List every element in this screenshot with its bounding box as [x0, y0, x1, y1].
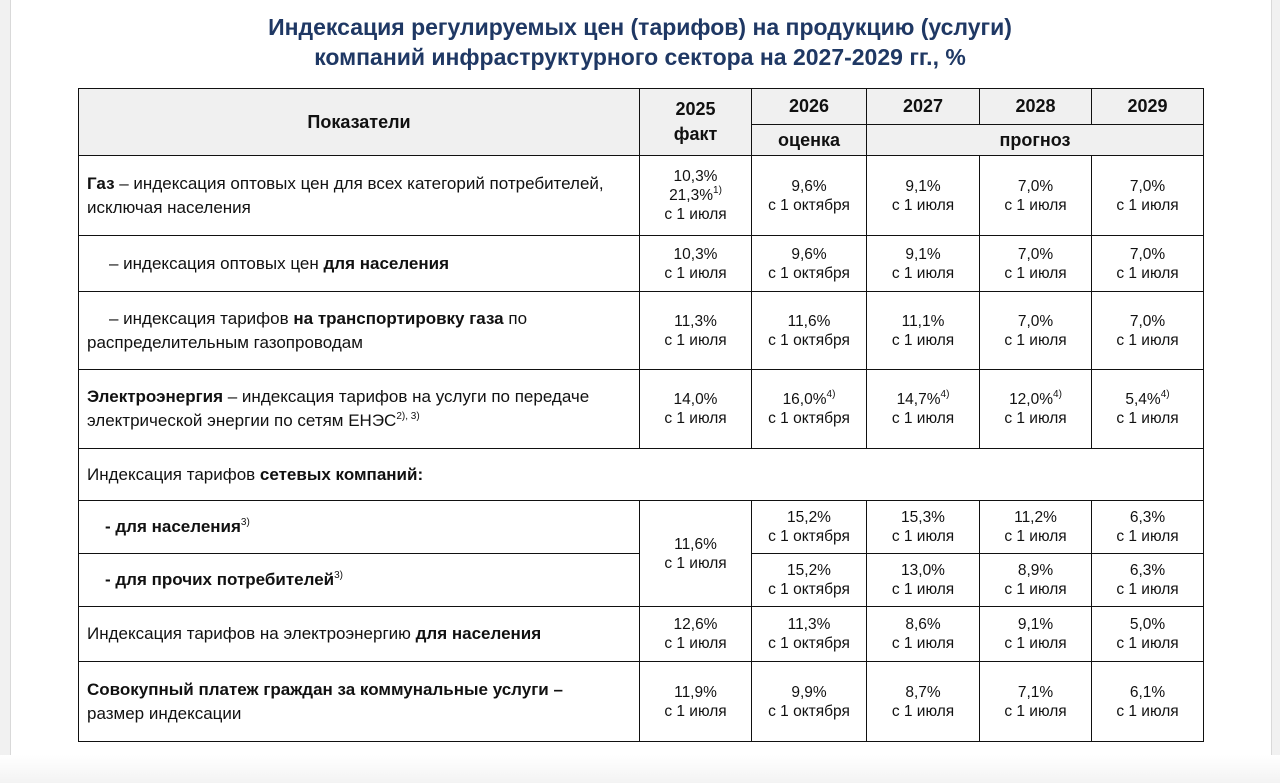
cell-date: с 1 июля	[1116, 264, 1179, 282]
cell-2025	[640, 292, 752, 370]
cell-date: с 1 июля	[1004, 635, 1067, 652]
cell-value: 7,0%	[1129, 312, 1166, 330]
header-2025	[640, 89, 752, 156]
cell-value: 15,2%	[787, 509, 831, 526]
header-2029: 2029	[1092, 89, 1204, 125]
cell-date: с 1 июля	[891, 196, 955, 214]
cell-2026	[752, 156, 867, 236]
cell-date: с 1 июля	[1004, 702, 1067, 720]
cell-value: 9,1%	[905, 177, 941, 195]
header-2025-year: 2025	[675, 99, 716, 119]
cell-2029	[1092, 156, 1204, 236]
cell-date: с 1 октября	[768, 635, 850, 652]
table-row-electricity-population	[79, 607, 1204, 662]
row-label-bold: на транспортировку газа	[293, 308, 504, 328]
cell-value: 7,0%	[1017, 312, 1054, 330]
cell-value: 9,1%	[905, 245, 941, 263]
cell-date: с 1 июля	[664, 264, 727, 282]
footnote-ref: 3)	[240, 517, 250, 528]
cell-value: 11,2%	[1014, 509, 1057, 526]
table-row-gas-population	[79, 236, 1204, 292]
row-label	[79, 501, 640, 554]
cell-date: с 1 июля	[1116, 331, 1179, 349]
cell-2026	[752, 501, 867, 554]
cell-2027	[867, 501, 980, 554]
cell-value: 9,6%	[791, 245, 827, 263]
cell-value: 14,0%	[673, 391, 718, 408]
cell-value: 6,3%	[1129, 509, 1166, 526]
cell-2025	[640, 662, 752, 742]
cell-value: 6,3%	[1129, 562, 1166, 579]
cell-2027	[867, 662, 980, 742]
cell-date: с 1 июля	[891, 635, 955, 652]
row-label-bold: для населения	[415, 624, 542, 643]
cell-date: с 1 июля	[891, 581, 955, 598]
cell-value	[867, 390, 979, 409]
footnote-ref: 4)	[826, 389, 836, 400]
cell-value: 8,9%	[1017, 562, 1054, 579]
header-indicators: Показатели	[79, 89, 640, 156]
cell-2025	[640, 236, 752, 292]
cell-2026	[752, 292, 867, 370]
cell-2026	[752, 662, 867, 742]
cell-value: 11,3%	[787, 616, 831, 633]
cell-date: с 1 июля	[664, 554, 727, 572]
row-label-text: – индексация оптовых цен для всех категорий потребителей, исключая населения	[87, 173, 604, 217]
cell-2026	[752, 554, 867, 607]
cell-value: 9,6%	[791, 177, 827, 195]
row-label	[79, 370, 640, 449]
cell-date: с 1 июля	[664, 702, 727, 720]
cell-date: с 1 июля	[1004, 581, 1067, 598]
cell-2027	[867, 236, 980, 292]
viewer-bottom-edge	[0, 755, 1280, 783]
cell-date: с 1 июля	[891, 410, 955, 427]
cell-2027	[867, 554, 980, 607]
cell-2025	[640, 156, 752, 236]
header-2027: 2027	[867, 89, 980, 125]
cell-date: с 1 октября	[768, 528, 850, 545]
table-row-network-companies	[79, 449, 1204, 501]
cell-value: 13,0%	[901, 562, 945, 579]
cell-value: 15,3%	[901, 509, 945, 526]
cell-value: 11,1%	[901, 312, 945, 330]
header-row-years	[79, 89, 1204, 125]
row-label-bold: для населения	[323, 253, 450, 273]
row-label-text: по	[503, 308, 528, 328]
cell-2027	[867, 607, 980, 662]
footnote-ref: 2), 3)	[396, 411, 420, 422]
cell-date: с 1 июля	[1004, 196, 1067, 214]
row-label	[79, 292, 640, 370]
cell-value-text: 16,0%	[782, 391, 827, 408]
header-estimate: оценка	[752, 125, 867, 156]
tariff-indexation-table	[78, 88, 1204, 742]
footnote-ref: 4)	[1053, 389, 1062, 400]
table-row-gas	[79, 156, 1204, 236]
cell-date: с 1 июля	[664, 206, 727, 223]
cell-2025	[640, 370, 752, 449]
cell-value: 7,0%	[1017, 177, 1054, 195]
cell-value: 11,6%	[674, 535, 717, 553]
cell-date: с 1 июля	[1116, 528, 1179, 545]
cell-value: 11,6%	[787, 312, 831, 330]
cell-date: с 1 июля	[1004, 331, 1067, 349]
row-label-line-2: распределительным газопроводам	[87, 332, 363, 352]
row-label-text: Индексация тарифов	[87, 464, 260, 484]
row-label	[79, 662, 640, 742]
cell-date: с 1 июля	[664, 635, 727, 652]
cell-value	[980, 390, 1091, 409]
section-label	[79, 449, 1204, 501]
title-line-2: компаний инфраструктурного сектора на 2027-2029 гг., %	[314, 44, 966, 70]
cell-2025	[640, 607, 752, 662]
cell-value: 5,0%	[1129, 616, 1166, 633]
row-label-bold: сетевых компаний:	[259, 464, 424, 484]
viewer-right-edge	[1271, 0, 1280, 783]
row-label	[79, 236, 640, 292]
cell-date: с 1 октября	[768, 196, 850, 214]
cell-value: 11,9%	[674, 683, 717, 701]
cell-value-text: 12,0%	[1009, 391, 1054, 408]
cell-date: с 1 июля	[1004, 410, 1067, 427]
cell-date: с 1 октября	[768, 410, 850, 427]
cell-2029	[1092, 554, 1204, 607]
viewer-left-edge	[0, 0, 11, 783]
cell-value-text: 5,4%	[1125, 391, 1161, 408]
cell-2029	[1092, 292, 1204, 370]
cell-value	[1092, 390, 1203, 409]
row-label-text: – индексация тарифов на услуги по передаче электрической энергии по сетям ЕНЭС	[87, 387, 590, 430]
cell-2026	[752, 236, 867, 292]
cell-value-text: 14,7%	[896, 391, 941, 408]
row-label	[79, 607, 640, 662]
cell-2026	[752, 370, 867, 449]
row-label-line-1: Совокупный платеж граждан за коммунальные услуги –	[87, 679, 563, 699]
cell-value: 11,3%	[674, 312, 717, 330]
cell-2027	[867, 292, 980, 370]
row-label-bold: Газ	[87, 173, 115, 193]
cell-2027	[867, 156, 980, 236]
cell-date: с 1 июля	[1116, 410, 1179, 427]
table-row-gas-transport	[79, 292, 1204, 370]
cell-2028	[980, 236, 1092, 292]
cell-2028	[980, 554, 1092, 607]
cell-2028	[980, 292, 1092, 370]
cell-value: 7,1%	[1017, 683, 1054, 701]
header-2028: 2028	[980, 89, 1092, 125]
cell-value: 10,3%	[673, 245, 718, 263]
cell-value: 12,6%	[673, 616, 718, 633]
header-2026: 2026	[752, 89, 867, 125]
cell-date: с 1 июля	[891, 702, 955, 720]
row-label	[79, 156, 640, 236]
cell-date: с 1 июля	[664, 410, 727, 427]
table-row-electricity-enes	[79, 370, 1204, 449]
cell-date: с 1 июля	[1004, 264, 1067, 282]
cell-date: с 1 июля	[1116, 635, 1179, 652]
cell-date: с 1 октября	[768, 331, 850, 349]
cell-2028	[980, 607, 1092, 662]
header-2025-fact: факт	[673, 124, 718, 144]
cell-2027	[867, 370, 980, 449]
cell-2025-shared	[640, 501, 752, 607]
cell-value: 6,1%	[1129, 683, 1166, 701]
cell-2028	[980, 370, 1092, 449]
cell-2029	[1092, 236, 1204, 292]
cell-date: с 1 октября	[768, 581, 850, 598]
cell-date: с 1 июля	[891, 528, 955, 545]
table-row-utilities-payment	[79, 662, 1204, 742]
cell-2029	[1092, 501, 1204, 554]
cell-date: с 1 июля	[664, 331, 727, 349]
cell-value: 7,0%	[1129, 177, 1166, 195]
row-label-line-1	[87, 307, 633, 331]
page-title	[0, 12, 1280, 72]
cell-value-text: 21,3%	[669, 187, 714, 204]
cell-2028	[980, 156, 1092, 236]
cell-2028	[980, 662, 1092, 742]
cell-date: с 1 июля	[891, 264, 955, 282]
cell-value: 10,3%	[673, 168, 718, 185]
cell-2026	[752, 607, 867, 662]
cell-value	[752, 390, 866, 409]
row-label-bold: - для населения	[105, 517, 241, 536]
title-line-1: Индексация регулируемых цен (тарифов) на продукцию (услуги)	[268, 14, 1012, 40]
header-forecast: прогноз	[867, 125, 1204, 156]
row-label-bold: Электроэнергия	[87, 387, 224, 406]
footnote-ref: 1)	[713, 185, 722, 196]
cell-value: 9,1%	[1017, 616, 1054, 633]
footnote-ref: 4)	[940, 389, 950, 400]
footnote-ref: 3)	[334, 570, 344, 581]
row-label-bold: - для прочих потребителей	[105, 570, 335, 589]
cell-date: с 1 июля	[1116, 581, 1179, 598]
cell-date: с 1 июля	[891, 331, 955, 349]
row-label-text: Индексация тарифов на электроэнергию	[87, 624, 416, 643]
cell-2029	[1092, 662, 1204, 742]
cell-value: 7,0%	[1017, 245, 1054, 263]
cell-2029	[1092, 370, 1204, 449]
cell-value-2	[640, 186, 751, 205]
cell-date: с 1 октября	[768, 264, 850, 282]
cell-date: с 1 июля	[1116, 196, 1179, 214]
cell-value: 9,9%	[791, 683, 827, 701]
cell-2028	[980, 501, 1092, 554]
cell-date: с 1 октября	[768, 702, 850, 720]
cell-value: 8,7%	[905, 683, 941, 701]
row-label-line-2: размер индексации	[87, 703, 242, 723]
cell-date: с 1 июля	[1004, 528, 1067, 545]
row-label-text: – индексация оптовых цен	[109, 253, 324, 273]
cell-value: 8,6%	[905, 616, 941, 633]
footnote-ref: 4)	[1160, 389, 1170, 400]
cell-2029	[1092, 607, 1204, 662]
cell-value: 15,2%	[787, 562, 831, 579]
row-label-text: – индексация тарифов	[109, 308, 294, 328]
row-label	[79, 554, 640, 607]
cell-value: 7,0%	[1129, 245, 1166, 263]
table-row-network-population	[79, 501, 1204, 554]
cell-date: с 1 июля	[1116, 702, 1179, 720]
